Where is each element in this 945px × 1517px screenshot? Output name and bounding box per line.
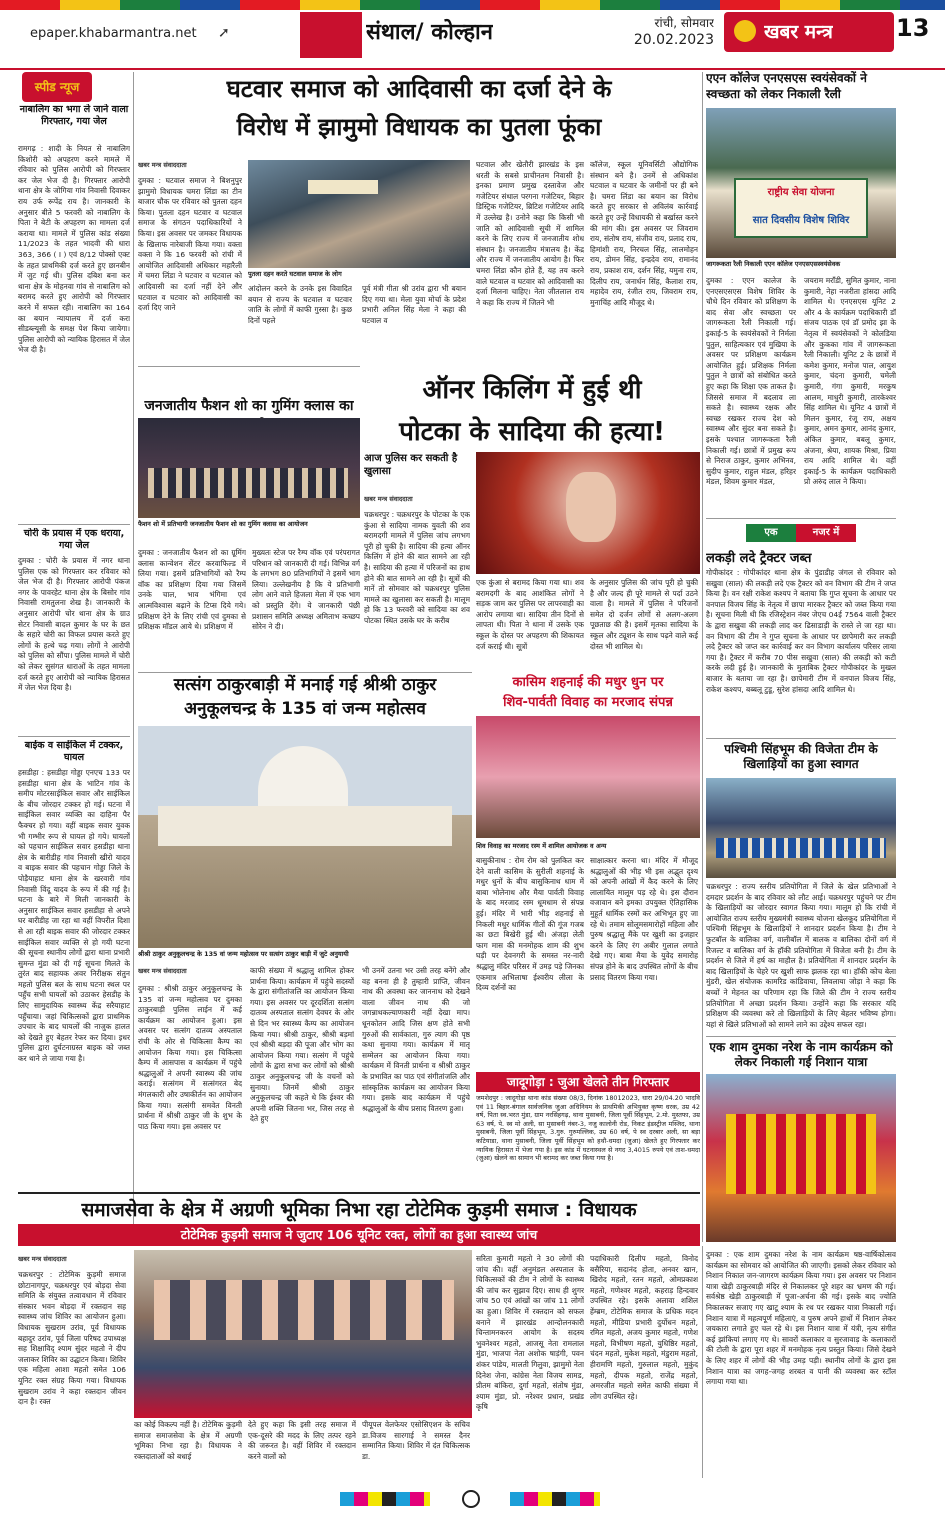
temple-building bbox=[158, 806, 452, 846]
nss-banner bbox=[734, 178, 868, 238]
nss-col1: दुमका : एएन कालेज के एनएसएसएस विशेष शिविर के चौथे दिन रविवार को प्रशिक्षण के बाद सेवा और स्वच्छता पर जागरूकता रैली निकाली गई। इकाई-5 के स्वयंसेवकों ने निर्मला पुतुल, साहित्यकार एवं मुखिया के अवसर पर प्रशिक्षण कार्यक्रम आयोजित हुई। प्रशिक्षक निर्मला पुतुल ने छात्रों को संबोधित करते हुए कहा कि शिक्षा एक ताकत है। जिससे समाज में बदलाव ला सकते है। स्वास्थ्य रक्षक और स्वच्छ रखकर राज्य देश को स्वास्थ्य और सुंदर बना सकते है। इसके पश्चात जागरूकता रैली निकाली गई। छात्रों में प्रमुख रूप से निराज ठाकुर, कुमार अभिनव, सुदीप कुमार, राहुल मंडल, हरिहर मंडल, शिवम कुमार मंडल, bbox=[706, 276, 796, 487]
nss-banner-line2: सात दिवसीय विशेष शिविर bbox=[752, 215, 850, 226]
nss-banner-line1: राष्ट्रीय सेवा योजना bbox=[767, 187, 835, 198]
satsang-headline-line2: अनुकूलचन्द्र के 135 वां जन्म महोत्सव bbox=[184, 699, 426, 719]
fashion-headline: जनजातीय फैशन शो का गुमिंग क्लास का bbox=[144, 398, 354, 414]
honor-photo bbox=[476, 452, 700, 574]
nishan-headline: एक शाम दुमका नरेश के नाम कार्यक्रम को लेकर निकाली गई निशान यात्रा bbox=[709, 1040, 893, 1069]
kudmi-col2: का कोई विकल्प नहीं है। टोटेमिक कुड़मी समाज समाजसेवा के क्षेत्र में अग्रणी भूमिका निभा रहा है। विधायक ने रक्तदाताओं को बधाई bbox=[134, 1420, 242, 1461]
speed-news-badge: स्पीड न्यूज bbox=[22, 72, 92, 102]
fashion-photo bbox=[138, 418, 360, 518]
players-row bbox=[716, 838, 886, 858]
epaper-url[interactable]: epaper.khabarmantra.net bbox=[30, 26, 197, 41]
satsang-col2: काफी संख्या में श्रद्धालु शामिल होकर प्रार्थना किया। कार्यक्रम में पहुंचे सदस्यों के द्वारा संगीतांजलि का आयोजन किया गया। इस अवसर पर दूरदर्शिता सत्संग दातव्य अस्पताल सत्संग देवघर के ओर से दिन भर स्वास्थ्य कैम्प का आयोजन किया गया। श्रीश्री ठाकुर, श्रीश्री बड़मां एवं श्रीश्री बड़दा की पूजा और भोग का आयोजन किया गया। सत्संग में पहुंचे लोगों के द्वारा सभा कर लोगों को श्रीश्री ठाकुर अनुकूलचन्द्र जी के वचनों को सुनाया। जिनमें श्रीश्री ठाकुर अनुकूलचन्द्र जी कहते थे कि ईश्वर की अपनी शक्ति जितना भर, जिस तरह से देते हुए bbox=[250, 966, 354, 1124]
lead-photo-caption: पुतला दहन करते घटवाल समाज के लोग bbox=[248, 270, 342, 278]
tractor-headline: लकड़ी लदे ट्रैक्टर जब्त bbox=[706, 551, 812, 566]
honor-headline-line1: ऑनर किलिंग में हुई थी bbox=[422, 375, 642, 405]
tractor-body: गोपीकांदर : गोपीकांदर थाना क्षेत्र के पुंडाडीह जंगल से रविवार को सखुवा (साल) की लकड़ी लदे एक ट्रैक्टर को वन विभाग की टीम ने जप्त किया है। वन रक्षी राकेश कश्यप ने बताया कि गुप्त सूचना के आधार पर वनपाल विजय सिंह के नेतृत्व में छापा मारकर ट्रैक्टर को जब्त किया गया है। सूचना मिली थी कि रजिस्ट्रेशन नंबर जेएच 04ई 7564 वाली ट्रैक्टर के द्वारा सखुवा की लकड़ी लाद कर ढिसाडाड़ी के रास्ते ले जा रहा था। वन विभाग की टीम ने गुप्त सूचना के आधार पर छापेमारी कर लकड़ी लदे ट्रैक्टर को जप्त कर कार्रवाई कर वन विभाग कार्यालय परिसर लाया गया है। ट्रैक्टर में करीब 70 पीस सखुवा (साल) की लकड़ी को कटी करके लदी हुई है। जानकारी के मुताबिक ट्रैक्टर गोपीकांदर के मुखल बाजार के बताया जा रहा है। छापेमारी टीम में वनपाल विजय सिंह, राकेश कश्यप, बब्बलू टुडू, सुरेश हांसदा आदि शामिल थे। bbox=[706, 568, 896, 694]
lead-headline-block bbox=[138, 72, 700, 152]
jua-headline: जादूगोड़ा : जुआ खेलते तीन गिरफ्तार bbox=[476, 1072, 700, 1092]
lead-col3: पूर्व मंत्री गीता श्री उरांव द्वारा भी बयान दिए गया था। मेला युवा मोर्चा के प्रदेश प्रभारी अनिल सिंह मेला ने कहा की घटवाल व bbox=[362, 284, 466, 325]
speed-item-1-title: नाबालिग का भगा ले जाने वाला गिरफ्तार, गया जेल bbox=[19, 104, 129, 127]
registration-mark-icon bbox=[462, 1490, 480, 1508]
city-day: रांची, सोमवार bbox=[654, 16, 714, 30]
nss-col2: जयराम मराँडी, सुमित कुमार, नाना कुमारी, नेहा नजरीता हांसदा आदि शामिल थे। एनएसएस यूनिट 2 और 4 के कार्यक्रम पदाधिकारी डॉ संजय पाठक एवं डॉ प्रमोद झा के नेतृत्व में स्वयंसेवकों ने कोलडिया और कुकका गांव में जागरूकता रैली निकाली। यूनिट 2 के छात्रों में कमेश कुमार, मनोज पाल, आयुश कुमार, चंदना कुमारी, चमेली कुमारी, गंगा कुमारी, मरकुष आलम, माधुरी कुमारी, तारकेश्वर सिंह शामिल थे। यूनिट 4 छात्रों में मिलन कुमार, रंजू राय, अक्षय कुमार, अमन कुमार, आनंद कुमार, अंकित कुमार, बबलू कुमार, अंजना, श्रेया, शायक मिश्रा, प्रिया राय आदि शामिल थे। वहीं इकाई-5 के कार्यक्रम पदाधिकारी प्रो अरुंद लाल ने किया। bbox=[804, 276, 896, 487]
header-red-block bbox=[300, 12, 362, 58]
honor-byline: खबर मन्त्र संवाददाता bbox=[364, 495, 413, 503]
team-headline: पश्चिमी सिंहभूम की विजेता टीम के खिलाड़ियों का हुआ स्वागत bbox=[724, 742, 878, 771]
kudmi-byline: खबर मन्त्र संवाददाता bbox=[18, 1255, 67, 1263]
brand-logo-icon bbox=[734, 20, 756, 42]
effigy-icon bbox=[308, 180, 378, 194]
procession-flags bbox=[726, 1114, 876, 1194]
satsang-photo bbox=[138, 726, 472, 948]
speed-item-2-title: चोरी के प्रयास में एक धराया, गया जेल bbox=[23, 528, 125, 551]
lead-headline-line1: घटवार समाज को आदिवासी का दर्जा देने के bbox=[226, 75, 612, 103]
satsang-byline: खबर मन्त्र संवाददाता bbox=[138, 967, 187, 975]
kudmi-col3: देते हुए कहा कि इसी तरह समाज में एक-दूसरे की मदद के लिए तत्पर रहने की जरूरत है। वहीं शिविर में रक्तदान करने वालों को bbox=[248, 1420, 356, 1461]
dignitaries-row bbox=[154, 1280, 454, 1340]
kudmi-photo bbox=[134, 1250, 472, 1418]
badge-right: नजर में bbox=[796, 524, 856, 542]
brand-name: खबर मन्त्र bbox=[764, 21, 833, 43]
print-footer bbox=[0, 1482, 945, 1517]
color-strip bbox=[0, 0, 945, 10]
honor-subhead: आज पुलिस कर सकती है खुलासा bbox=[364, 453, 458, 477]
page-number: 13 bbox=[896, 14, 930, 42]
honor-col3: के अनुसार पुलिस की जांच पूरी हो चुकी है और जल्द ही पूरे मामले से पर्दा उठने वाला है। मामले में पुलिस ने परिजनों समेत दो दर्जन लोगों से अलग-अलग पूछताछ की है। इसमें मृतका सादिया के स्कूल और ट्यूशन के साथ पढ़ने वाले कई दोस्त भी शामिल थे। bbox=[590, 578, 698, 651]
lead-col2: आंदोलन करने के उनके इस विवादित बयान से राज्य के घटवाल व घटवार जाति के लोगों में काफी गुस्सा है। कुछ दिनों पहले bbox=[248, 284, 352, 325]
lead-photo bbox=[248, 160, 470, 268]
nss-headline: एएन कॉलेज एनएसएस स्वयंसेवकों ने स्वच्छता को लेकर निकाली रैली bbox=[706, 71, 867, 101]
team-photo bbox=[706, 778, 896, 878]
speed-news-column bbox=[18, 72, 130, 1242]
speed-item-1-body: रामगढ़ : शादी के नियत से नाबालिग किशोरी को अपहरण करने मामले में रविवार को पुलिस आरोपी को गिरफ्तार कर जेल भेज दी है। गिरफ्तार आरोपी थाना क्षेत्र के जोगिया गांव निवासी दिवाकर राय उर्फ रूपेंद्र राय है। जानकारी के अनुसार बीते 5 फरवरी को नाबालिग के पिता ने बेटी के अपहरण का मामला दर्ज कराया था। मामले में पुलिस कांड संख्या 11/2023 के तहत भादवी की धारा 363, 366 ( I ) एवं 8/12 पोक्सो एक्ट के तहत प्राथमिकी दर्ज करते हुए छानबीन में जुट गई थी। पुलिस दबिश बना कर थाना क्षेत्र के मोहनवा गांव से नाबालिग को बरामद करते हुए आरोपी को गिरफ्तार करने में सफल रही। नाबालिग का 164 का बयान न्यायालय में दर्ज करा सीडब्ल्यूसी के समक्ष पेश किया जायेगा। पुलिस आरोपी को न्यायिक हिरासत में जेल भेज दी है। bbox=[18, 144, 130, 355]
brand-block bbox=[724, 12, 894, 52]
shehnai-headline-line2: शिव-पार्वती विवाह का मरजाद संपन्न bbox=[503, 695, 673, 710]
section-title: संथाल/ कोल्हान bbox=[366, 20, 493, 45]
face-icon bbox=[566, 472, 616, 542]
speed-item-3-title: बाईक व साईकिल में टक्कर, घायल bbox=[24, 740, 124, 763]
shehnai-headline-line1: कासिम शहनाई की मधुर धुन पर bbox=[512, 675, 664, 690]
fashion-col1: दुमका : जनजातीय फैशन शो का ग्रूमिंग क्लास कान्वेशन सेंटर करवाफिल्ड में लिया गया। इसमें प्रतिभागियों को रैम्प वॉक का प्रशिक्षण दिया गया जिसमें उनके चाल, भाव भंगिमा एवं आत्मविश्वास बढ़ाने के टिप्स दिये गये। प्रशिक्षण देने के लिए रांची एवं दुमका से प्रशिक्षक मॉडल आये थे। प्रशिक्षण में bbox=[138, 548, 246, 632]
satsang-col3: भी उनमें उतना भर उसी तरह बनेंगे और वह बनना ही है तुम्हारी प्राप्ति, जीवन नाथ की अवस्था कर जाननाथ को देखने वाला जीवन नाथ की जो जगन्नाथकल्याणकारी नहीं देखा माप। धूनकोतन आदि जिस क्षण होते सभी गुरुओं की सार्वकाता, गुरु त्याग की पृष्ठ कथा सुनाया गया। कार्यक्रम में मातृ सम्मेलन का आयोजन किया गया। कार्यक्रम में विनती प्रार्थना व श्रीश्री ठाकुर के प्रभावित का पाठ एवं संगीतांजलि और सांस्कृतिक कार्यक्रम का आयोजन किया गया। इसके बाद कार्यक्रम में पहुंचे श्रद्धालुओं के बीच प्रसाद वितरण हुआ। bbox=[362, 966, 470, 1113]
issue-date: 20.02.2023 bbox=[633, 32, 714, 48]
honor-col1: चक्रधरपुर : चक्रधरपुर के पोटका के एक कुंआ से सादिया नामक युवती की शव बरामदगी मामले में पुलिस जांच लगभग पूरी हो चुकी है। सादिया की हत्या ऑनर किलिंग में होने की बात सामने आ रही है। सादिया की हत्या में परिजनों का हाथ होने की बात सामने आ रही है। सूत्रों की मानें तो सोमवार को चक्रधरपुर पुलिस मामले का खुलासा कर सकती है। मालूम हो कि 13 फरवरी को सादिया का शव पोटका स्थित उसके घर के करीब bbox=[364, 510, 470, 625]
kudmi-col1: चक्रधरपुर : टोटेमिक कुड़मी समाज छोटानागपुर, चक्रधरपुर एवं बोड़दा सेवा समिति के संयुक्त तत्वावधान में रविवार संस्कार भवन बोड़दा में रक्तदान सह स्वास्थ्य जांच शिविर का आयोजन हुआ। विधायक सुखराम उरांव, पूर्व विधायक बहादुर उरांव, पूर्व जिला परिषद उपाध्यक्ष सह शिक्षाविद् श्याम सुंदर महतो ने दीप जलाकर शिविर का उद्घाटन किया। शिविर एक महिला आशा महतो समेत 106 यूनिट रक्त संग्रह किया गया। विधायक सुखराम उरांव ने कहा रक्तदान जीवन दान है। रक्त bbox=[18, 1270, 126, 1407]
fashion-col2: मुख्यतः स्टेज पर रैम्प वॉक एवं परंपरागत परिधान को जानकारी दी गई। विभिन्न वर्ग के लगभग 80 प्रतिभागियों ने इसमें भाग लिया। उल्लेखनीय है कि ये प्रतिभागी लोग आने वाले हिजला मेला में एक भाग को प्रस्तुति देंगे। ये जानकारी पंछी प्रशासन समिति अध्यक्ष अमिताभ कच्छप सोरेन ने दी। bbox=[252, 548, 360, 632]
nishan-body: दुमका : एक शाम दुमका नरेश के नाम कार्यक्रम षष्ठ-वार्षिकोत्सव कार्यक्रम का सोमवार को आयोजित की जाएगी। इसको लेकर रविवार को निशान निकाल जन-जागरण कार्यक्रम किया गया। इस अवसर पर निशान यात्रा खेड़ी ठाकुरबाड़ी मंदिर से निकालकर पूरे शहर का भ्रमण की गई। सर्वश्रेष्ठ खेड़ी ठाकुरबाड़ी में पूजा-अर्चना की गई। इसके बाद ज्योति निकालकर सजाए गए खाटू श्याम के रथ पर रखकर यात्रा निकाली गई। निशान यात्रा में महत्वपूर्ण महिलाएं, व पुरुष अपने हाथों में निशान लेकर जयकारा लगाते हुए चल रहे थे। इस निशान यात्रा में यंत्री, नृत्य संगीत कई झांकियां लगाए गए थे। सावरों कलाकार व सुरजावाड़ के कलाकारों की टोली के द्वारा पूरा शहर में मनमोहक नृत्य प्रस्तुत किया। जिसे देखने के लिए शहर में लोगों की भीड़ उमड़ पड़ी। स्थानीय लोगों के द्वारा इस निशान यात्रा का जगह-जगह शरबत व पानी की व्यवस्था कर स्टॉल लगाया गया था। bbox=[706, 1250, 896, 1387]
kudmi-col6: पदाधिकारी दिलीप महतो, विनोद बसैरिया, सदानंद होता, अनवर खान, खिरोद महतो, रतन महतो, ओमप्रकाश महतो, गणेश्वर महतो, कहराड़ हिन्दवार उपस्थित रहे। इसके अलावा शशिल हेंम्ब्रम, टोटेमिक समाज के प्रधिक मदन महतो, मीडिया प्रभारी दुर्योधन महतो, रमित महतो, अजय कुमार महतो, गणेश महतो, विभीषण महतो, युधिष्ठिर महतो, चंदन महतो, मुकेश महतो, मंडुराम महतो, हीरामणि महतो, गुरुलाल महतो, मुकुंद महतो, दीपक महतो, राजेंद्र महतो, अमरजीत महतो समेत काफी संख्या में लोग उपस्थित रहे। bbox=[590, 1254, 698, 1401]
shehnai-col2: साक्षात्कार करना था। मंदिर में मौजूद श्रद्धालुओं की भीड़ भी इस अद्भुत दृश्य को अपनी आंखों में कैद करने के लिए लालायित मालूम पड़ रहे थे। इस दौरान वजावान बने इमका उपयुक्त ऐतिहासिक मुहूर्त धार्मिक रस्मों कर अभिभूत हुए जा रहे थे। तमाम सोलूमसमारोहों महिला और पुरुष श्रद्धालु मैंके पर खुशी का इजहार करने के लिए रंग अबीर गुलाल लगाते देखे गए। बाबा मैया के युवेद समारोह संपन्न होने के बाद उपस्थित लोगों के बीच प्रसाद वितरण किया गया। bbox=[590, 856, 698, 982]
color-marks-right bbox=[510, 1492, 600, 1506]
speed-item-3-body: हसडीहा : हसडीहा गोड्डा एनएच 133 पर हसडीहा थाना क्षेत्र के भाटिन गांव के समीप मोटरसाईकिल सवार और साईकिल के बीच जोरदार टक्कर हो गई। घटना में साईकिल सवार व्यक्ति का दाहिना पैर फैक्चर हो गया। वहीं बाइक सवार युवक भी गम्भीर रूप से घायल हो गये। घायलों को पहचान साईकिल सवार हसडीहा थाना क्षेत्र के बारीडीह गांव निवासी खीरो यादव व बाइक सवार की पहचान गोड्डा जिले के पोड़ैयाहाट थाना क्षेत्र के खरवारी गांव निवासी विंदू यादव के रूप में की गई है। घटना के बारे में मिली जानकारी के अनुसार साईकिल सवार हसडीहा से अपने घर बारीडीह जा रहा था वहीं विपरीत दिशा से आ रही बाइक सवार की जोरदार टक्कर साईकिल सवार व्यक्ति से हो गयी घटना की सूचना स्थानीय लोगों द्वारा थाना प्रभारी सुमन्त मुंडा को दी गई सूचना मिलते के तुरंत बाद सहायक अवर निरीक्षक संतुन महतो पुलिस बल के साथ घटना स्थल पर पहुँच सभी घायलों को उठाकर हेसडीह के लिए सामुदायिक स्वास्थ्य केंद्र सरैयाहाट पहुँचाया। जहां चिकित्सकों द्वारा प्राथमिक उपचार के बाद घायलों की नाजुक हालत को देखते हुए बेहतर रेफर कर दिया। इधर पुलिस द्वारा दुर्घटनाग्रस्त बाइक को जब्त कर थाने ले जाया गया है। bbox=[18, 768, 130, 1064]
nishan-photo bbox=[706, 1074, 896, 1242]
ek-nazar-badge bbox=[706, 524, 896, 542]
shehnai-photo-caption: शिव विवाह का मरजाद रस्म में शामिल आयोजक व अन्य bbox=[476, 842, 607, 850]
satsang-photo-caption: श्रीश्री ठाकुर अनुकूलचन्द्र के 135 वां जन्म महोत्सव पर सत्संग ठाकुर बाड़ी में जुटे अनुयायी bbox=[138, 950, 349, 958]
team-body: चक्रधरपुर : राज्य स्तरीय प्रतियोगिता में जिले के खेल प्रतिभाओं ने दमदार प्रदर्शन के बाद रविवार को लौट आई। चक्रधरपुर पहुंचने पर टीम के खिलाड़ियों का जोरदार स्वागत किया गया। मालूम हो कि रांची में आयोजित राज्य स्तरीय मुख्यमंत्री स्वास्थ्य योजना खेलकूद प्रतियोगिता में पश्चिमी सिंहभूम के खिलाड़ियों ने शानदार प्रदर्शन किया है। टीम ने फुटबॉल के बालिका वर्ग, वालीबॉल में बालक व बालिका दोनों वर्ग में रिजल्ट व बालिका वर्ग के हॉकी प्रतियोगिता में विजेता बनी है। टीम के प्रदर्शन से जिले में हर्ष का माहौल है। प्रतियोगिता में शानदार प्रदर्शन के बाद खिलाड़ियों के चेहरे पर खुशी साफ झलक रहा था। हॉकी कोच बेला मुंडरी, खेल संयोजक कामरिड कांडिवाया, लिवलाया जोड़ा ने कहा कि बच्चों ने मेहनत का परिणाम रहा कि जिले की टीम ने राज्य स्तरीय प्रतियोगिता में अच्छा प्रदर्शन किया। उन्होंने कहा कि सरकार यदि प्रशिक्षण की व्यवस्था करे तो खिलाड़ियों के लिए बेहतर भविष्य होगा। यहां से खिले प्रतिभाओं को सामने लाने का उद्देश्य सफल रहा। bbox=[706, 882, 896, 1029]
nss-photo bbox=[706, 108, 896, 258]
kudmi-subhead: टोटेमिक कुड़मी समाज ने जुटाए 106 यूनिट रक्त, लोगों का हुआ स्वास्थ्य जांच bbox=[18, 1224, 700, 1246]
satsang-col1: दुमका : श्रीश्री ठाकुर अनुकूलचन्द्र के 135 वां जन्म महोत्सव पर दुमका ठाकुरबाड़ी पुलिस लाईन में कई कार्यक्रम का आयोजन हुआ। इस अवसर पर सत्संग दातव्य अस्पताल रांची के ओर से चिकित्सा कैम्प का आयोजन किया गया। इस चिकित्सा कैम्प में आसपास व कार्यक्रम में पहुंचे श्रद्धालुओं ने अपनी स्वास्थ्य की जांच कराई। सत्संगम में सत्संगरत बेद मंगलकारी और उषाकीर्तन का आयोजन किया गया। सत्संगी समवेत विनती प्रार्थना में श्रीश्री ठाकुर जी के शुभ के पाठ किया गया। इस अवसर पर bbox=[138, 984, 242, 1131]
honor-col2: एक कुंआ से बरामद किया गया था। शव बरामदगी के बाद आशंकित लोगों ने सड़क जाम कर पुलिस पर लापरवाही का आरोप लगाया था। सादिया तीन दिनों से लापता थी। पिता ने थाना में उसके एक स्कूल के दोस्त पर अपहरण की शिकायत दर्ज कराई थी। सूत्रों bbox=[476, 578, 584, 651]
lead-byline: खबर मन्त्र संवाददाता bbox=[138, 161, 187, 169]
jua-body: जमशेदपुर : जादूगोड़ा थाना कांड संख्या 08/3, दिनांक 18012023, धारा 29/04.20 भादवि एवं 11 बिहार-बंगाल सार्वजनिक जुआ अधिनियम के प्राथमिकी अभियुक्त कृष्ण धरक, उम्र 42 वर्ष, पिता स्व.भरत मुंडा, ग्राम नरसिंहगढ़, थाना मुसाबनी, जिला पूर्वी सिंहभूम, 2.मो. मुस्तफा, उम्र 63 वर्ष, पे. स्व मो अली, सा मुसाबनी नंबर-3, नजु कालोनी रोड, निकट इंडस्ट्रीज मस्जिद, थाना मुसाबनी, जिला पूर्वी सिंहभूम, 3.गुरु. गुरुमल्लिक, उम्र 60 वर्ष, पे स्व दरबार अली, सा बड़ा कटियाडा, थाना मुसाबनी, जिला पूर्वी सिंहभूम को हथौ-धमदा (जुआ) खेलते हुए गिरफ्तार कर न्यायिक हिरासत में भेजा गया है। इस कांड में घटनास्थल से नगद 3,4015 रुपये एवं ताश-धमदा (जुआ) खेलने का सामान भी बरामद कर जब्त किया गया है। bbox=[476, 1094, 700, 1163]
honor-headline-line2: पोटका के सादिया की हत्या! bbox=[399, 417, 665, 447]
kudmi-col4: पीयूपल वेलफेयर एसोसिएशन के सचिव डा.विजय सारगाई ने समस्त दैनर सम्मानित किया। शिविर में दंत चिकित्सक डा. bbox=[362, 1420, 470, 1461]
masthead bbox=[0, 0, 945, 70]
shehnai-photo bbox=[476, 716, 700, 838]
color-marks-left bbox=[340, 1492, 430, 1506]
kudmi-col5: सरिता कुमारी महतो ने 30 लोगों की जांच की। वहीं अनुमंडल अस्पताल के चिकित्सकों की टीम ने लोगों के स्वास्थ्य की जांच कर सुझाव दिए। साथ ही शुगर जांच 50 एवं आंखों का जांच 11 लोगों का हुआ। शिविर में रक्तदान को सफल बनाने में झारखंड आन्दोलनकारी चिन्तामनकरन आयोग के सदस्य भुवनेश्वर महतो, आजसू नेता रामलाल मुंडा, भाजपा नेता अशोक षाड़ंगी, पवन शंकर पांडेय, मालती गिलुवा, झामुमो नेता दिनेश जेना, कांग्रेस नेता विजय सामड, प्रीतम बांकिरा, दुर्गा महतो, संतोष मुंडा, श्याम मुंडा, प्रो. नरेश्वर प्रधान, प्रखंड कृषि bbox=[476, 1254, 584, 1412]
badge-left: एक bbox=[746, 524, 796, 542]
satsang-headline-line1: सत्संग ठाकुरबाड़ी में मनाई गई श्रीश्री ठाकुर bbox=[173, 675, 437, 695]
shehnai-col1: बासुकीनाथ : रोम रोम को पुलकित कर देने वाली कासिम के सुरीली शहनाई के मधुर धुनों के बीच बासुकिनाथ धाम में बाबा भोलेनाथ और मैया पार्वती विवाह के बाद मरजाद रस्म धूमधाम से संपन्न हुई। मंदिर में भारी भीड़ शहनाई से निकली मधुर धार्मिक गीतों की गूंज गजब का छटा बिखेरी हुई थी। अंजड़ा लेती फाग मास की मनमोहक शाम की शुभ घड़ी पर देवनगरी के समस्त नर-नारी श्रद्धालु मंदिर परिसर में उमड़ पड़े जिनका एकमात्र अभिलाषा ईश्वरीय लीला के दिव्य दर्शनों का bbox=[476, 856, 584, 993]
lead-col4: घटवाल और खेतौरी झारखंड के इस धरती के सबसे प्राचीनतम निवासी है। इनका प्रमाण प्रमुख दस्तावेज और गजेटियर संथाल परगना गजेटियर, बिहार डिस्ट्रिक गजेटियर, ब्रिटिश गजेटियर आदि में उल्लेख है। उनोने कहा कि किसी भी जाति को आदिवासी सूची में शामिल करने के लिए राज्य में जनजातीय शोध संस्थान है। जनजातीय मंत्रालय है। केंद्र और राज्य में जनजातीय आयोग है। फिर चमरा लिंडा कौन होते हैं, यह तय करने वाले घटवाल व घटवार को आदिवासी का दर्जा मिलना चाहिए। नेता जीतलाल राय ने कहा कि राज्य में जितने भी bbox=[476, 160, 584, 307]
kudmi-headline: समाजसेवा के क्षेत्र में अग्रणी भूमिका निभा रहा टोटेमिक कुड़मी समाज : विधायक bbox=[81, 1199, 637, 1221]
lead-col1: दुमका : घटवाल समाज ने बिशनुपुर झामुमो विधायक चमरा लिंडा का टीन बाजार चौक पर रविवार को पुतला दहन किया। पुतला दहन घटवार व घटवाल समाज के संगठन पदाधिकारियों ने किया। इस अवसर पर जमकर विधायक के खिलाफ नारेबाजी किया गया। वक्ता वक्ता ने कि 16 फरवरी को रांची में आयोजित आदिवासी अधिकार महारैली में चमरा लिंडा ने घटवार व घटवाल को आदिवासी का दर्जा नहीं देने और घटवाल व घटवार को आदिवासी का दर्जा दिए जाने bbox=[138, 176, 242, 313]
nss-photo-caption: जागरूकता रैली निकाली एएन कॉलेज एनएसएसस्वयंसेवक bbox=[706, 260, 841, 268]
lead-headline-line2: विरोध में झामुमो विधायक का पुतला फूंका bbox=[236, 113, 602, 141]
cursor-icon: ➚ bbox=[218, 25, 230, 41]
speed-item-2-body: दुमका : चोरी के प्रयास में नगर थाना पुलिस एक को गिरफ्तार कर रविवार को जेल भेज दी है। गिरफ्तार आरोपी पंकज नगर के पावरहेट थाना क्षेत्र के बिसोर गांव निवासी रामतुलना शेख है। जानकारी के अनुसार आरोपी चोर थाना क्षेत्र के ग्राउ सेटर निवासी बादल कुमार के घर के छत के सहारे चोरी का विफल प्रयास करते हुए लोगों के हत्थे चढ़ गया। लोगों ने आरोपी को पुलिस को सौंपा। पुलिस मामले में चोरी को लेकर सुसंगत धाराओं के तहत मामला दर्ज करते हुए आरोपी को न्यायिक हिरासत में जेल भेज दिया है। bbox=[18, 556, 130, 693]
lead-col5: कॉलेज, स्कूल यूनिवर्सिटी औद्योगिक संस्थान बने है। उनमें से अधिकांश घटवाल व घटवार के जमीनों पर ही बने है। चमरा लिंडा का बयान का विरोध करते हुए सरकार से अविलंब कार्रवाई करते हुए उन्हें विधायकी से बर्खास्त करने की मांग की। इस अवसर पर जिवराम राय, संतोष राय, संजीव राय, प्रलाद राय, हिमांशी राय, निरचल सिंह, लालमोहन राय, डोमन सिंह, इन्द्रदेव राय, रामानंद राय, प्रकाश राय, दर्शन सिंह, यमुना राय, दिलीप राय, जनार्धन सिंह, कैलाश राय, महादेव राय, रंजीत राय, जिवराम राय, मुनाचिंह आदि मौजूद थे। bbox=[590, 160, 698, 307]
fashion-photo-caption: फैशन शो में प्रतिभागी जनजातीय फैशन शो का गुमिंग क्लास का आयोजन bbox=[138, 520, 308, 528]
models-row bbox=[148, 468, 348, 498]
